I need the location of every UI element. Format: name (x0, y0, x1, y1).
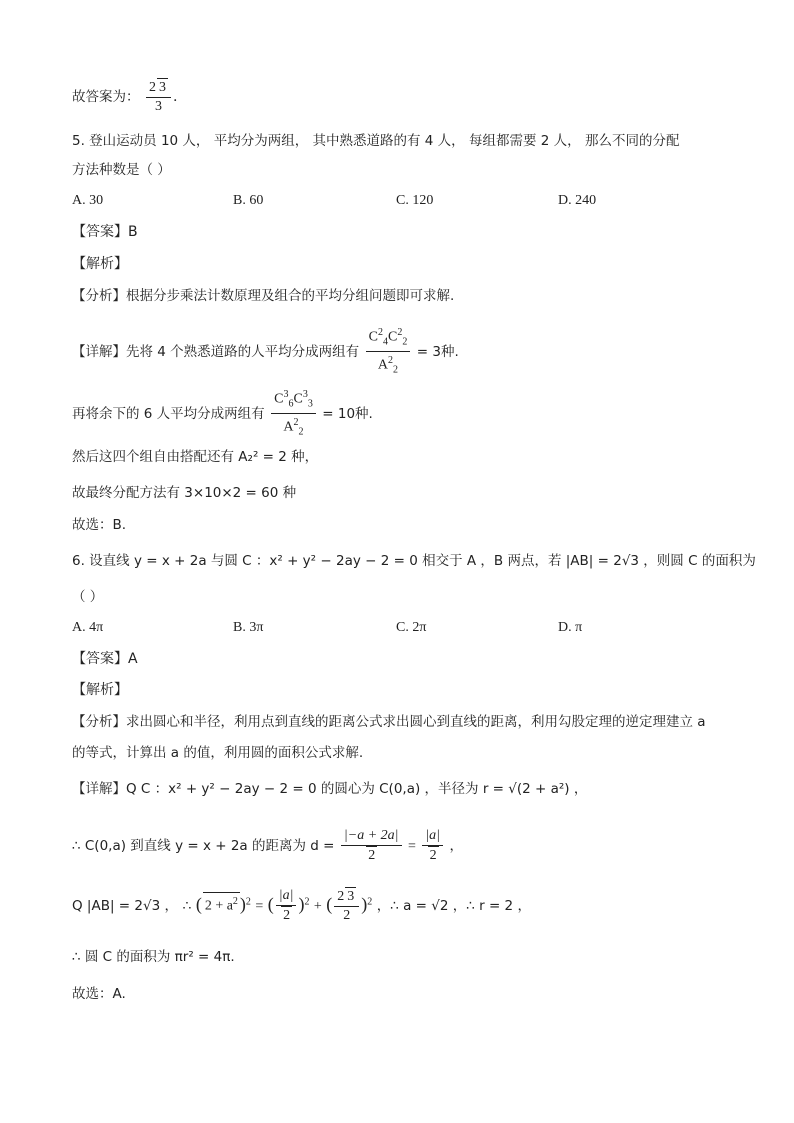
q5-option-c: C. 120 (396, 193, 434, 208)
previous-answer: 故答案为： $\frac{2 3}{3}$ . (72, 80, 178, 114)
q5-option-a: A. 30 (72, 193, 104, 208)
q6-detail-3: Q |AB| = 2√3 ， ∴ ( $2 + a^2$ )$^2$ = ( $\frac{|a|}{2}$ )$^2$ + ( $\frac{2 3}{2}$ )$^2$ ，∴ a = √2 ，∴ r = 2 ， (72, 888, 531, 923)
q6-option-c: C. 2π (396, 620, 427, 635)
q5-detail-2-fraction: $\frac{C^3_6C^3_3}{A^2_2}$ (271, 386, 316, 442)
q5-detail-2-result: = 10种. (322, 405, 373, 422)
q6-distance-fraction-2: $\frac{|a|}{2}$ (422, 827, 443, 865)
q5-detail-1-text: 【详解】先将 4 个熟悉道路的人平均分成两组有 (72, 343, 360, 360)
q6-fenxi-line1: 【分析】求出圆心和半径，利用点到直线的距离公式求出圆心到直线的距离，利用勾股定理的逆定理建立 a (72, 714, 706, 730)
q5-detail-1-fraction: $\frac{C^2_4C^2_2}{A^2_2}$ (366, 324, 411, 380)
q6-choose: 故选：A. (72, 986, 126, 1002)
q6-option-b: B. 3π (233, 620, 264, 635)
q6-fenxi-line2: 的等式，计算出 a 的值，利用圆的面积公式求解. (72, 745, 364, 761)
q5-detail-2 (72, 386, 373, 442)
q5-stem-line2: 方法种数是（ ） (72, 162, 171, 178)
q5-detail-4: 故最终分配方法有 3×10×2 = 60 种 (72, 485, 297, 501)
q5-detail-2-text: 再将余下的 6 人平均分成两组有 (72, 405, 265, 422)
q5-choose: 故选：B. (72, 517, 127, 533)
q6-option-d: D. π (558, 620, 583, 635)
q6-detail-3-text: Q |AB| = 2√3 ， (72, 898, 178, 914)
q5-fenxi: 【分析】根据分步乘法计数原理及组合的平均分组问题即可求解. (72, 288, 455, 304)
q6-stem-line1: 6. 设直线 y = x + 2a 与圆 C ：x² + y² − 2ay − 2 = 0 相交于 A ，B 两点，若 |AB| = 2√3 ，则圆 C 的面积为 (72, 553, 756, 569)
q6-detail-1: 【详解】Q C ：x² + y² − 2ay − 2 = 0 的圆心为 C(0,a) ，半径为 r = √(2 + a²) ， (72, 781, 588, 797)
q5-detail-1 (72, 324, 459, 380)
answer-fraction: $\frac{2 3}{3}$ (146, 78, 171, 116)
q6-analysis-tag: 【解析】 (72, 682, 128, 698)
q6-option-a: A. 4π (72, 620, 104, 635)
q5-detail-3: 然后这四个组自由搭配还有 A₂² = 2 种， (72, 449, 319, 465)
q5-detail-1-result: = 3种. (416, 343, 459, 360)
q5-option-b: B. 60 (233, 193, 264, 208)
q6-stem-line2: （ ） (72, 589, 104, 605)
q6-detail-2: ∴ C(0,a) 到直线 y = x + 2a 的距离为 d = $\frac{|-a + 2a|}{2}$ = $\frac{|a|}{2}$ ， (72, 828, 463, 863)
q5-option-d: D. 240 (558, 193, 597, 208)
q6-detail-3-tail: ，∴ a = √2 ，∴ r = 2 ， (376, 898, 531, 914)
q6-answer-tag: 【答案】A (72, 651, 138, 667)
q5-analysis-tag: 【解析】 (72, 256, 128, 272)
q5-stem-line1: 5. 登山运动员 10 人， 平均分为两组， 其中熟悉道路的有 4 人， 每组都需要 2 人， 那么不同的分配 (72, 133, 680, 149)
q6-distance-fraction-1: $\frac{|-a + 2a|}{2}$ (341, 827, 402, 865)
q6-detail-4: ∴ 圆 C 的面积为 πr² = 4π. (72, 949, 235, 965)
q5-answer-tag: 【答案】B (72, 224, 138, 240)
q6-detail-2-text: ∴ C(0,a) 到直线 y = x + 2a 的距离为 d = (72, 838, 335, 854)
q6-pythag-fraction-2: $\frac{2 3}{2}$ (334, 887, 359, 925)
q6-pythag-fraction-1: $\frac{|a|}{2}$ (276, 887, 297, 925)
